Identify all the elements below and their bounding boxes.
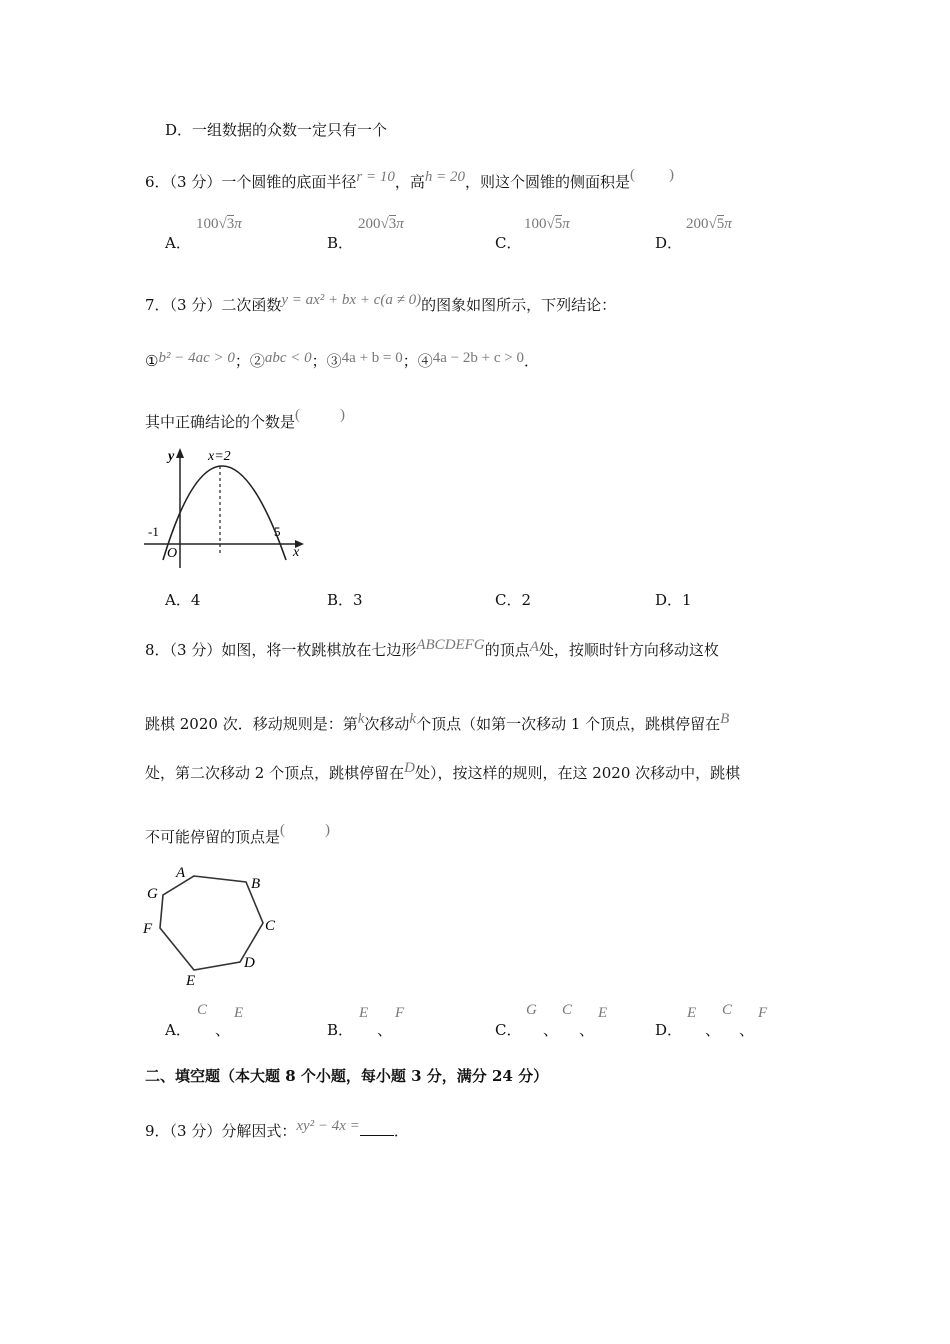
vertex-a-label: A bbox=[176, 865, 186, 881]
q7-c1-mark: ① bbox=[145, 352, 159, 370]
q6-height: h = 20 bbox=[424, 169, 465, 185]
q6-paren-open: ( bbox=[629, 167, 635, 183]
q6-option-c-label[interactable]: C． bbox=[495, 234, 522, 252]
q8-line-4: 不可能停留的顶点是( ) bbox=[145, 822, 331, 846]
q8-option-c-label[interactable]: C． bbox=[495, 1021, 522, 1039]
q7-c3-mark: ；③ bbox=[311, 352, 342, 370]
q8-option-c-sep1: 、 bbox=[543, 1021, 559, 1039]
q7-function: y = ax² + bx + c(a ≠ 0) bbox=[281, 292, 422, 308]
q8-option-c-v3: E bbox=[598, 1005, 608, 1021]
y-axis-arrow bbox=[176, 448, 184, 458]
q6-option-a-label[interactable]: A． bbox=[165, 234, 191, 252]
section-2-heading: 二、填空题（本大题 8 个小题，每小题 3 分，满分 24 分） bbox=[145, 1067, 549, 1085]
q8-option-a-v1: C bbox=[197, 1002, 208, 1018]
q9-answer-blank[interactable] bbox=[360, 1121, 394, 1136]
q6-tail: ，则这个圆锥的侧面积是 bbox=[464, 173, 630, 191]
q8-option-a-label[interactable]: A． bbox=[165, 1021, 191, 1039]
q8-polygon-name: ABCDEFG bbox=[416, 637, 485, 653]
parabola-curve bbox=[163, 466, 286, 560]
q7-c3: 4a + b = 0 bbox=[341, 350, 403, 366]
q6-paren-close: ) bbox=[668, 167, 674, 183]
q7-paren-close: ) bbox=[340, 407, 346, 423]
q8-option-d-sep2: 、 bbox=[739, 1021, 755, 1039]
q8-option-b-label[interactable]: B． bbox=[327, 1021, 354, 1039]
q8-line-2: 跳棋 2020 次．移动规则是：第k次移动k个顶点（如第一次移动 1 个顶点，跳棋停留在B bbox=[145, 711, 730, 733]
vertex-c-label: C bbox=[265, 918, 276, 934]
q8-line-1: 8．（3 分）如图，将一枚跳棋放在七边形ABCDEFG的顶点A处，按顺时针方向移动这枚 bbox=[145, 637, 719, 659]
q6-option-c-value: 100√5π bbox=[524, 216, 570, 232]
q6-number: 6．（3 分）一个圆锥的底面半径 bbox=[145, 173, 357, 191]
q9-end: ． bbox=[393, 1122, 409, 1140]
q7-c2: abc < 0 bbox=[264, 350, 312, 366]
q7-stem bbox=[145, 294, 616, 315]
vertex-b-label: B bbox=[251, 876, 261, 892]
q7-c2-mark: ；② bbox=[234, 352, 265, 370]
q8-option-b-sep: 、 bbox=[377, 1021, 393, 1039]
symmetry-label: x=2 bbox=[208, 449, 231, 464]
vertex-f-label: F bbox=[143, 921, 153, 937]
q7-option-a[interactable]: A．4 bbox=[165, 591, 201, 609]
right-root-label: 5 bbox=[274, 524, 281, 539]
q7-end: ． bbox=[523, 352, 539, 370]
q8-option-d-v2: C bbox=[722, 1002, 733, 1018]
vertex-e-label: E bbox=[186, 973, 196, 989]
q8-option-a-sep: 、 bbox=[215, 1021, 231, 1039]
q7-c4: 4a − 2b + c > 0 bbox=[432, 350, 524, 366]
q6-option-a-value: 100√3π bbox=[196, 216, 242, 232]
q7-c1: b² − 4ac > 0 bbox=[158, 350, 235, 366]
q8-option-c-v1: G bbox=[526, 1002, 537, 1018]
q8-option-d-label[interactable]: D． bbox=[655, 1021, 683, 1039]
q7-tail: 的图象如图所示，下列结论： bbox=[421, 296, 617, 314]
q9-expression: xy² − 4x = bbox=[296, 1118, 360, 1134]
q8-line-3: 处，第二次移动 2 个顶点，跳棋停留在D处），按这样的规则，在这 2020 次移动中，跳棋 bbox=[145, 760, 741, 782]
q9-stem bbox=[145, 1120, 409, 1141]
q6-stem bbox=[145, 167, 674, 192]
origin-label: O bbox=[167, 546, 178, 561]
q6-mid: ，高 bbox=[394, 173, 425, 191]
vertex-g-label: G bbox=[147, 886, 158, 902]
q7-conclusions bbox=[145, 350, 539, 371]
q7-option-b[interactable]: B．3 bbox=[327, 591, 363, 609]
y-axis-label: y bbox=[168, 449, 175, 464]
q8-option-b-v1: E bbox=[359, 1005, 369, 1021]
q6-option-b-label[interactable]: B． bbox=[327, 234, 354, 252]
x-axis-label: x bbox=[293, 545, 300, 560]
q6-option-d-label[interactable]: D． bbox=[655, 234, 683, 252]
q8-option-d-v3: F bbox=[758, 1005, 768, 1021]
q7-parabola-graph bbox=[140, 440, 310, 570]
q8-option-b-v2: F bbox=[395, 1005, 405, 1021]
vertex-d-label: D bbox=[244, 955, 255, 971]
q7-option-d[interactable]: D．1 bbox=[655, 591, 692, 609]
q8-option-d-v1: E bbox=[687, 1005, 697, 1021]
q8-option-a-v2: E bbox=[234, 1005, 244, 1021]
q7-question bbox=[145, 407, 346, 432]
q7-option-c[interactable]: C．2 bbox=[495, 591, 532, 609]
q8-option-c-sep2: 、 bbox=[579, 1021, 595, 1039]
q7-question-text: 其中正确结论的个数是 bbox=[145, 413, 296, 431]
q9-number: 9．（3 分）分解因式： bbox=[145, 1122, 297, 1140]
q5-option-d: D．一组数据的众数一定只有一个 bbox=[165, 121, 388, 139]
q7-number: 7．（3 分）二次函数 bbox=[145, 296, 282, 314]
left-root-label: -1 bbox=[148, 524, 159, 539]
q7-c4-mark: ；④ bbox=[402, 352, 433, 370]
q8-option-c-v2: C bbox=[562, 1002, 573, 1018]
q8-option-d-sep1: 、 bbox=[705, 1021, 721, 1039]
q6-option-d-value: 200√5π bbox=[686, 216, 732, 232]
q6-radius: r = 10 bbox=[356, 169, 395, 185]
q8-heptagon-figure bbox=[140, 860, 290, 990]
q6-option-b-value: 200√3π bbox=[358, 216, 404, 232]
q7-paren-open: ( bbox=[295, 407, 301, 423]
